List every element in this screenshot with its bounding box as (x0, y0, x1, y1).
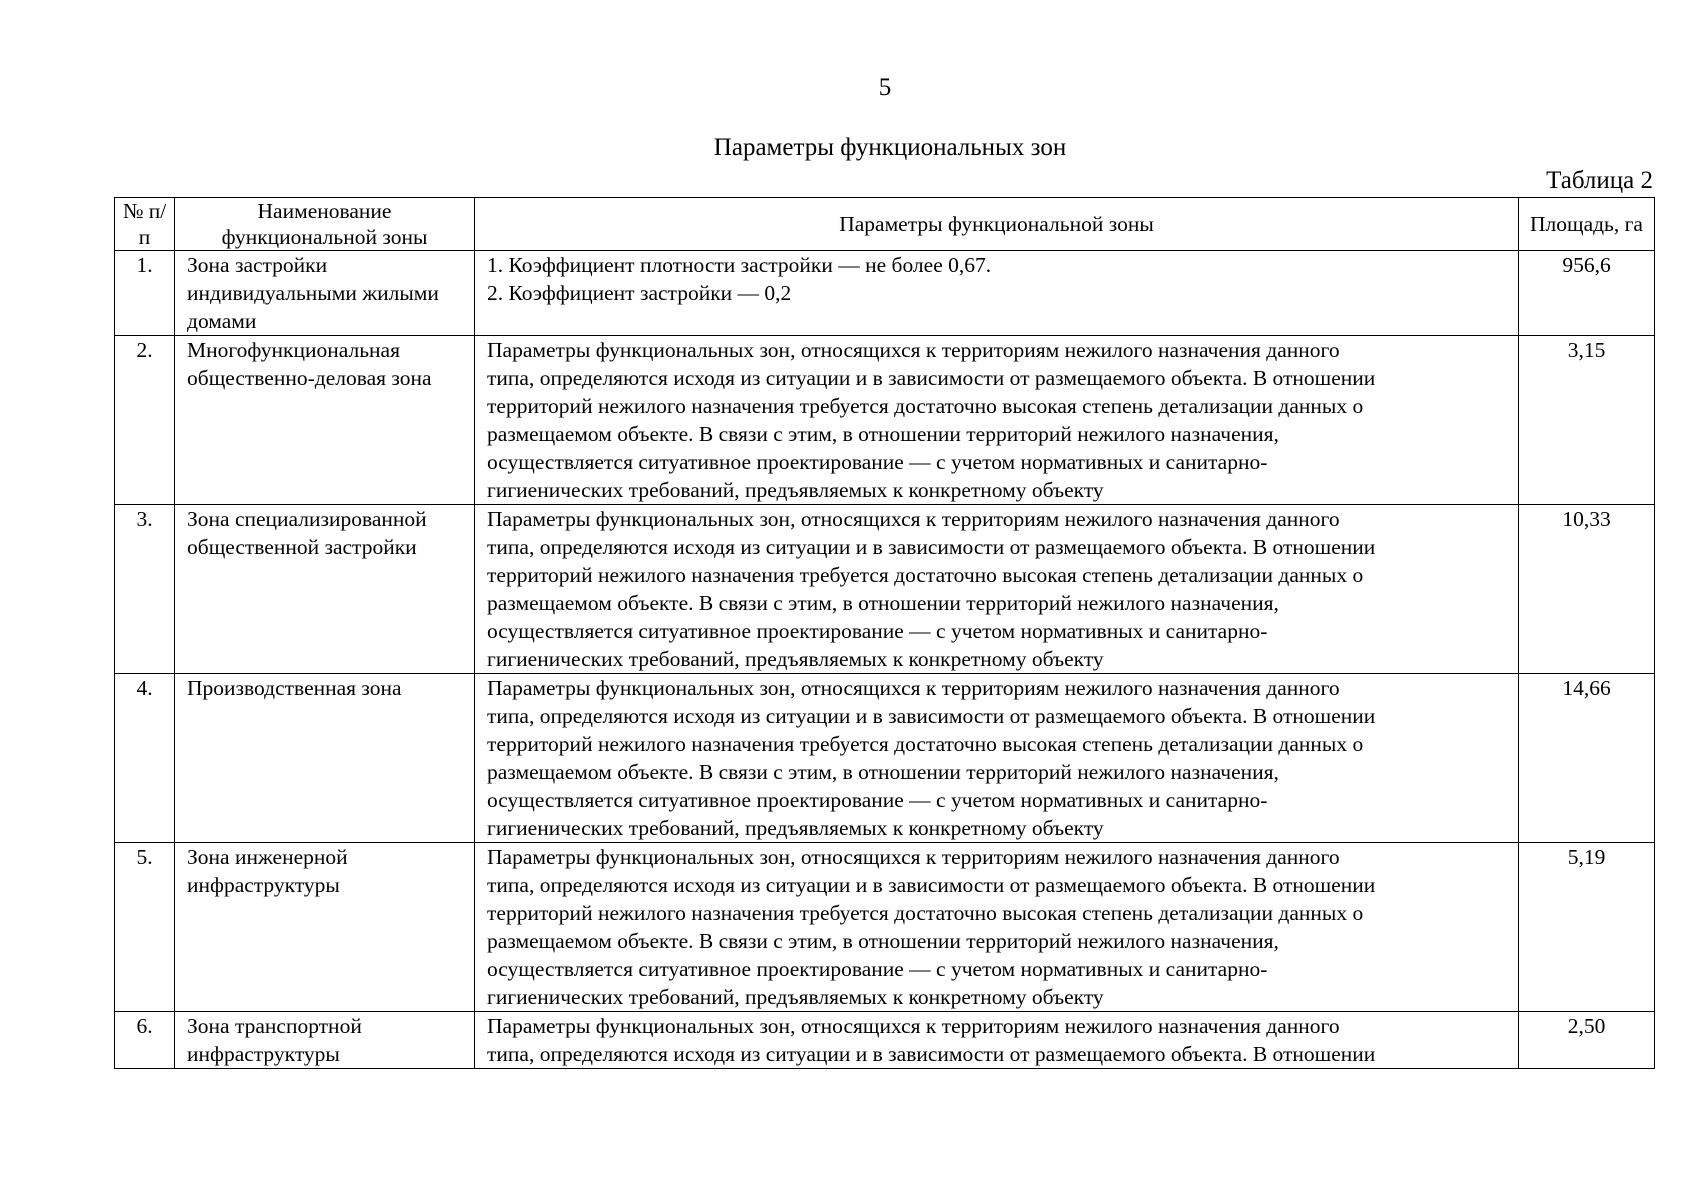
parameter-line: территорий нежилого назначения требуется достаточно высокая степень детализации данных о (487, 394, 1364, 418)
zone-parameters (475, 251, 1519, 336)
zone-parameters (475, 336, 1519, 505)
zone-parameters (475, 674, 1519, 843)
zones-parameters-table (114, 197, 1655, 1069)
zone-area: 5,19 (1519, 843, 1655, 1012)
row-number: 5. (115, 843, 175, 1012)
table-row (115, 505, 1655, 674)
parameter-line: гигиенических требований, предъявляемых к конкретному объекту (487, 816, 1104, 840)
table-row (115, 1012, 1655, 1069)
header-zone-name: Наименование функциональной зоны (175, 198, 475, 251)
parameter-line: осуществляется ситуативное проектирование — с учетом нормативных и санитарно- (487, 788, 1268, 812)
header-parameters: Параметры функциональной зоны (475, 198, 1519, 251)
parameter-line: типа, определяются исходя из ситуации и в зависимости от размещаемого объекта. В отношении (487, 535, 1376, 559)
parameter-line: типа, определяются исходя из ситуации и в зависимости от размещаемого объекта. В отношении (487, 873, 1376, 897)
zone-area: 956,6 (1519, 251, 1655, 336)
parameter-line: Параметры функциональных зон, относящихся к территориям нежилого назначения данного (487, 845, 1340, 869)
page-number: 5 (878, 74, 892, 101)
parameter-line: территорий нежилого назначения требуется достаточно высокая степень детализации данных о (487, 732, 1364, 756)
parameter-line: Параметры функциональных зон, относящихся к территориям нежилого назначения данного (487, 1014, 1340, 1038)
parameter-line: размещаемом объекте. В связи с этим, в отношении территорий нежилого назначения, (487, 422, 1279, 446)
zone-area: 2,50 (1519, 1012, 1655, 1069)
table-row (115, 336, 1655, 505)
parameter-line: гигиенических требований, предъявляемых к конкретному объекту (487, 478, 1104, 502)
parameter-line: осуществляется ситуативное проектирование — с учетом нормативных и санитарно- (487, 957, 1268, 981)
zone-name: Зона инженерной инфраструктуры (175, 843, 475, 1012)
document-title: Параметры функциональных зон (713, 134, 1067, 161)
parameter-line: территорий нежилого назначения требуется достаточно высокая степень детализации данных о (487, 901, 1364, 925)
row-number: 4. (115, 674, 175, 843)
zone-name: Зона специализированной общественной застройки (175, 505, 475, 674)
table-caption: Таблица 2 (1546, 167, 1653, 194)
zone-area: 14,66 (1519, 674, 1655, 843)
zone-area: 3,15 (1519, 336, 1655, 505)
parameter-line: размещаемом объекте. В связи с этим, в отношении территорий нежилого назначения, (487, 929, 1279, 953)
table-row (115, 251, 1655, 336)
parameter-line: Параметры функциональных зон, относящихся к территориям нежилого назначения данного (487, 338, 1340, 362)
zone-name: Многофункциональная общественно-деловая зона (175, 336, 475, 505)
parameter-line: гигиенических требований, предъявляемых к конкретному объекту (487, 647, 1104, 671)
zone-name: Зона транспортной инфраструктуры (175, 1012, 475, 1069)
parameter-line: Параметры функциональных зон, относящихся к территориям нежилого назначения данного (487, 507, 1340, 531)
row-number: 6. (115, 1012, 175, 1069)
zone-name: Производственная зона (175, 674, 475, 843)
parameter-line: типа, определяются исходя из ситуации и в зависимости от размещаемого объекта. В отношении (487, 1042, 1376, 1066)
table-header-row (115, 198, 1655, 251)
parameter-line: 2. Коэффициент застройки — 0,2 (487, 281, 792, 305)
zone-area: 10,33 (1519, 505, 1655, 674)
row-number: 1. (115, 251, 175, 336)
parameter-line: гигиенических требований, предъявляемых к конкретному объекту (487, 985, 1104, 1009)
header-number: № п/п (115, 198, 175, 251)
parameter-line: размещаемом объекте. В связи с этим, в отношении территорий нежилого назначения, (487, 760, 1279, 784)
zone-parameters (475, 843, 1519, 1012)
parameter-line: осуществляется ситуативное проектирование — с учетом нормативных и санитарно- (487, 450, 1268, 474)
zone-name: Зона застройки индивидуальными жилыми домами (175, 251, 475, 336)
row-number: 3. (115, 505, 175, 674)
parameter-line: типа, определяются исходя из ситуации и в зависимости от размещаемого объекта. В отношении (487, 704, 1376, 728)
parameter-line: типа, определяются исходя из ситуации и в зависимости от размещаемого объекта. В отношении (487, 366, 1376, 390)
table-row (115, 674, 1655, 843)
parameter-line: территорий нежилого назначения требуется достаточно высокая степень детализации данных о (487, 563, 1364, 587)
parameter-line: размещаемом объекте. В связи с этим, в отношении территорий нежилого назначения, (487, 591, 1279, 615)
parameter-line: 1. Коэффициент плотности застройки — не более 0,67. (487, 253, 992, 277)
parameter-line: Параметры функциональных зон, относящихся к территориям нежилого назначения данного (487, 676, 1340, 700)
zone-parameters (475, 1012, 1519, 1069)
parameter-line: осуществляется ситуативное проектирование — с учетом нормативных и санитарно- (487, 619, 1268, 643)
header-area: Площадь, га (1519, 198, 1655, 251)
table-row (115, 843, 1655, 1012)
zone-parameters (475, 505, 1519, 674)
row-number: 2. (115, 336, 175, 505)
